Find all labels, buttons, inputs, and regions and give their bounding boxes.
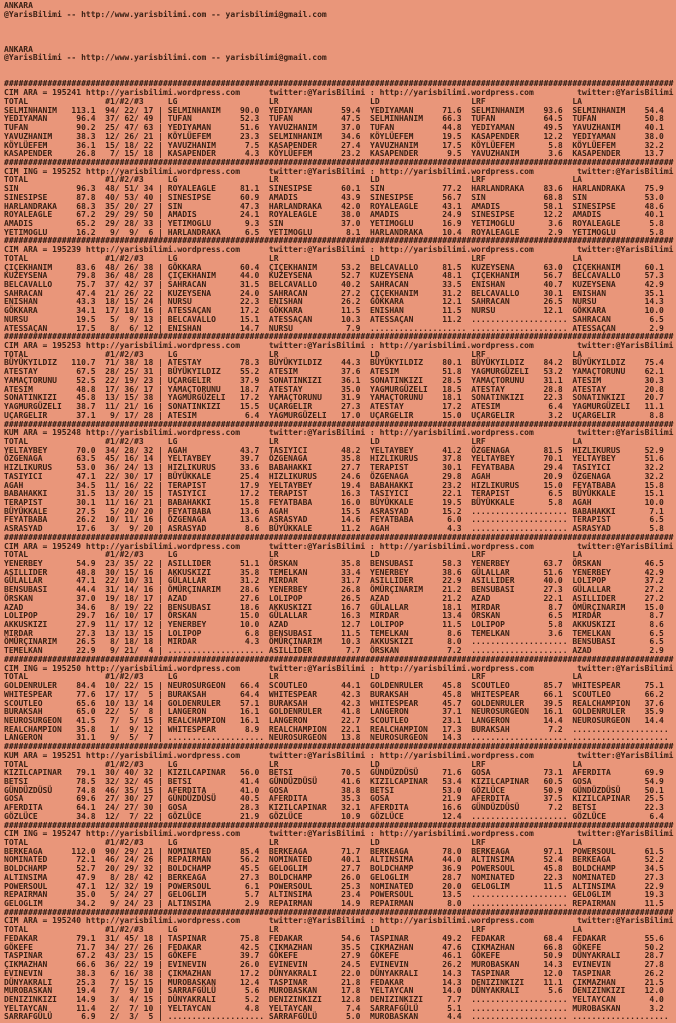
- page-location: ANKARA: [4, 44, 33, 54]
- stat-row: BELCAVALLO 75.7 37/ 42/ 37 | SAHRACAN 31.5 BELCAVALLO 40.2 SAHRACAN 33.5 ENISHAN 40.7 KUZEYSENA 42.9: [4, 280, 674, 289]
- block-separator: ###########################################################################################################################################: [4, 820, 674, 830]
- stat-row: AKKUSKIZI 27.9 11/ 17/ 12 | YENERBEY 10.0 AZAD 12.7 LOLIPOP 11.5 LOLIPOP 5.8 AKKUSKIZI 8.6: [4, 620, 674, 630]
- stat-row: BÜYÜKYILDIZ 110.7 71/ 38/ 18 | ATESTAY 78.3 BÜYÜKYILDIZ 44.3 BÜYÜKYILDIZ 80.1 BÜYÜKYILDIZ 84.2 BÜYÜKYILDIZ 75.4: [4, 358, 674, 368]
- stats-block: [4, 237, 676, 333]
- block-title-line: CIM ARA = 195253 http://yarisbilimi.wordpress.com twitter:@YarisBilimi : http://yarisbilimi.wordpress.com twitter:@YarisBilimi: [4, 341, 674, 351]
- stat-row: YAMAÇTORUNU 52.5 22/ 19/ 23 | UÇARGELIR 37.9 SONATINKIZI 36.1 SONATINKIZI 28.5 YAMAÇTORUNU 31.1 ATESIM 30.3: [4, 375, 674, 385]
- block-title-line: CIM ARA = 195249 http://yarisbilimi.wordpress.com twitter:@YarisBilimi : http://yarisbilimi.wordpress.com twitter:@YarisBilimi: [4, 541, 674, 551]
- stat-row: KASAPENDER 26.8 7/ 15/ 18 | KASAPENDER 4.3 KÖYLÜEFEM 23.2 KASAPENDER 9.5 YAVUZHANIM 3.6 KASAPENDER 13.7: [4, 149, 674, 159]
- stat-row: AMADIS 65.2 29/ 28/ 33 | YETIMOGLU 9.3 SIN 37.0 YETIMOGLU 16.9 YETIMOGLU 3.6 ROYALEAGLE 5.8: [4, 218, 674, 228]
- stat-row: AFERDITA 64.1 24/ 27/ 30 | GOSA 28.3 KIZILCAPINAR 32.1 AFERDITA 16.6 GÜNDÜZDÜSÜ 7.2 BETSI 22.3: [4, 803, 674, 813]
- stat-row: POWERSOUL 47.1 12/ 32/ 19 | POWERSOUL 6.1 POWERSOUL 25.3 NOMINATED 20.0 GELOGLIM 11.5 ALTINSIMA 22.9: [4, 881, 674, 891]
- stat-row: NOMINATED 72.1 46/ 24/ 26 | REPAIRMAN 56.2 NOMINATED 40.1 ALTINSIMA 44.0 ALTINSIMA 52.4 BERKEAGA 52.2: [4, 855, 674, 865]
- spacer: [4, 28, 676, 37]
- spacer: [4, 63, 676, 72]
- stat-row: REALCHAMPION 35.8 1/ 9/ 12 | WHITESPEAR 8.9 REALCHAMPION 22.1 REALCHAMPION 17.3 BURAKSAH 7.2 ....................: [4, 724, 674, 734]
- block-separator: ###########################################################################################################################################: [4, 654, 674, 664]
- stats-block: [4, 333, 676, 420]
- page-credit: @YarisBilimi -- http://www.yarisbilimi.com -- yarisbilimi@gmail.com: [4, 9, 327, 19]
- block-separator: ###########################################################################################################################################: [4, 79, 674, 89]
- stat-row: ALTINSIMA 47.9 8/ 28/ 42 | BERKEAGA 27.3 BOLDCHAMP 26.0 GELOGLIM 28.7 NOMINATED 22.3 NOMINATED 27.3: [4, 872, 674, 882]
- stat-row: AGAH 34.5 11/ 16/ 22 | TERAPIST 17.9 YELTAYBEY 19.4 BABAHAKKI 23.2 HIZLIKURUS 15.0 FEYATBABA 15.8: [4, 480, 674, 490]
- spacer: [4, 37, 676, 46]
- stat-row: TUFAN 90.2 25/ 47/ 63 | YEDIYAMAN 51.6 YAVUZHANIM 37.0 TUFAN 44.8 YEDIYAMAN 49.5 YAVUZHANIM 40.1: [4, 123, 674, 133]
- stat-row: TASPINAR 67.2 43/ 23/ 15 | GÖKEFE 39.7 GÖKEFE 27.9 GÖKEFE 46.1 GÖKEFE 50.9 DÜNYAKRALI 28.7: [4, 951, 674, 961]
- stat-row: YAGMURGÜZELI 38.7 11/ 21/ 16 | SONATINKIZI 15.5 UÇARGELIR 27.3 ATESTAY 17.2 ATESIM 6.4 YAGMURGÜZELI 11.1: [4, 402, 674, 412]
- stat-row: YELTAYCAN 11.4 2/ 7/ 10 | YELTAYCAN 4.8 YELTAYCAN 7.4 SARRAFGÜLÜ 5.1 .................... MUROBASKAN 3.2: [4, 1003, 674, 1013]
- stats-block: [4, 421, 676, 534]
- column-header-row: TOTAL #1/#2/#3 LG LR LD LRF LA: [4, 349, 582, 359]
- stat-row: ATESIM 48.8 17/ 36/ 17 | YAMAÇTORUNU 18.7 ATESTAY 35.0 YAGMURGÜZELI 18.5 ATESTAY 28.8 ATESTAY 20.8: [4, 384, 674, 394]
- block-separator: ###########################################################################################################################################: [4, 742, 674, 752]
- stats-block: [4, 909, 676, 1022]
- block-separator: ###########################################################################################################################################: [4, 419, 674, 429]
- block-title-line: CIM ARA = 195241 http://yarisbilimi.wordpress.com twitter:@YarisBilimi : http://yarisbilimi.wordpress.com twitter:@YarisBilimi: [4, 88, 674, 98]
- column-header-row: TOTAL #1/#2/#3 LG LR LD LRF LA: [4, 175, 582, 185]
- block-separator: ###########################################################################################################################################: [4, 332, 674, 342]
- column-header-row: TOTAL #1/#2/#3 LG LR LD LRF LA: [4, 550, 582, 560]
- stat-row: NEUROSURGEON 41.5 7/ 5/ 15 | REALCHAMPION 16.1 LANGERON 22.7 SCOUTLEO 23.1 LANGERON 14.4 NEUROSURGEON 14.4: [4, 715, 674, 725]
- stat-row: HIZLIKURUS 53.0 36/ 24/ 13 | HIZLIKURUS 33.6 BABAHAKKI 27.7 TERAPIST 30.1 FEYATBABA 29.4 TASIYICI 32.2: [4, 463, 674, 473]
- stat-row: YEDIYAMAN 96.4 37/ 62/ 49 | TUFAN 52.3 TUFAN 47.5 SELMINHANIM 66.3 TUFAN 64.5 TUFAN 50.8: [4, 114, 674, 124]
- stat-row: ENISHAN 43.3 18/ 15/ 24 | NURSU 22.3 ENISHAN 26.2 GÖKKARA 12.1 SAHRACAN 26.5 NURSU 14.3: [4, 297, 674, 307]
- stat-row: ROYALEAGLE 67.2 29/ 29/ 50 | AMADIS 24.1 ROYALEAGLE 38.0 AMADIS 24.9 SINESIPSE 12.2 AMADIS 40.1: [4, 210, 674, 220]
- stat-row: BURAKSAH 65.0 22/ 5/ 8 | LANGERON 16.1 GOLDENRULER 41.8 LANGERON 37.1 NEUROSURGEON 16.1 GOLDENRULER 35.9: [4, 707, 674, 717]
- block-title-line: CIM ING = 195252 http://yarisbilimi.wordpress.com twitter:@YarisBilimi : http://yarisbilimi.wordpress.com twitter:@YarisBilimi: [4, 166, 674, 176]
- stat-row: WHITESPEAR 77.6 17/ 17/ 5 | BURAKSAH 64.4 WHITESPEAR 42.3 BURAKSAH 45.8 WHITESPEAR 66.1 SCOUTLEO 66.2: [4, 689, 674, 699]
- stat-row: TASIYICI 47.1 22/ 30/ 17 | BÜYÜKKALE 25.4 HIZLIKURUS 24.6 ÖZGENAGA 29.8 AGAH 20.9 ÖZGENAGA 32.2: [4, 471, 674, 481]
- stat-row: LOLIPOP 29.7 16/ 10/ 17 | ÖRSKAN 15.0 GÜLALLAR 16.3 MIRDAR 13.4 ÖRSKAN 6.5 MIRDAR 8.7: [4, 611, 674, 621]
- stat-row: AZAD 34.6 8/ 19/ 22 | BENSUBASI 18.6 AKKUSKIZI 16.7 GÜLALLAR 18.1 MIRDAR 8.7 ÖMÜRÇINARIM 15.0: [4, 602, 674, 612]
- stat-row: BENSUBASI 44.4 31/ 14/ 16 | ÖMÜRÇINARIM 28.6 YENERBEY 26.8 ÖMÜRÇINARIM 21.2 BENSUBASI 27.3 GÜLALLAR 27.2: [4, 585, 674, 595]
- stats-block: [4, 822, 676, 909]
- stat-row: GÜLALLAR 47.1 22/ 10/ 31 | GÜLALLAR 31.2 MIRDAR 31.7 ASILLIDER 22.9 ASILLIDER 40.0 LOLIPOP 37.2: [4, 576, 674, 586]
- stat-row: SARRAFGÜLÜ 6.9 2/ 3/ 5 | .................... SARRAFGÜLÜ 5.0 MUROBASKAN 4.4 .................... ....................: [4, 1012, 674, 1022]
- stat-row: ATESTAY 67.5 28/ 25/ 31 | BÜYÜKYILDIZ 55.2 ATESIM 37.6 ATESIM 51.8 YAGMURGÜZELI 53.2 YAMAÇTORUNU 62.1: [4, 367, 674, 377]
- stat-row: TEMELKAN 22.9 9/ 21/ 4 | .................... ASILLIDER 7.7 ÖRSKAN 7.2 .................... AZAD 2.9: [4, 646, 674, 656]
- block-separator: ###########################################################################################################################################: [4, 532, 674, 542]
- block-separator: ###########################################################################################################################################: [4, 236, 674, 246]
- stat-row: HARLANDRAKA 68.3 35/ 20/ 27 | SIN 47.3 HARLANDRAKA 42.0 ROYALEAGLE 43.1 AMADIS 58.1 SINESIPSE 48.6: [4, 201, 674, 211]
- stat-row: BABAHAKKI 31.5 13/ 20/ 15 | TASIYICI 17.2 TERAPIST 16.3 TASIYICI 22.1 TERAPIST 6.5 BÜYÜKKALE 15.1: [4, 489, 674, 499]
- stat-row: KIZILCAPINAR 79.1 30/ 40/ 32 | KIZILCAPINAR 56.0 BETSI 70.5 GÜNDÜZDÜSÜ 71.6 GOSA 73.1 AFERDITA 69.9: [4, 768, 674, 778]
- stat-row: GELOGLIM 34.2 9/ 24/ 23 | ALTINSIMA 2.9 REPAIRMAN 14.9 REPAIRMAN 8.0 .................... REPAIRMAN 11.5: [4, 899, 674, 909]
- column-header-row: TOTAL #1/#2/#3 LG LR LD LRF LA: [4, 672, 582, 682]
- stat-row: ATESSAÇAN 17.5 8/ 6/ 12 | ENISHAN 14.7 NURSU 7.9 .................... .................... ATESSAÇAN 2.9: [4, 323, 674, 333]
- stat-row: TERAPIST 30.1 11/ 16/ 21 | BABAHAKKI 15.8 FEYATBABA 16.0 BÜYÜKKALE 19.5 BÜYÜKKALE 5.8 AGAH 10.0: [4, 497, 674, 507]
- stat-row: ÇIÇEKHANIM 83.6 48/ 26/ 38 | GÖKKARA 60.4 ÇIÇEKHANIM 53.2 BELCAVALLO 81.5 KUZEYSENA 63.0 ÇIÇEKHANIM 60.1: [4, 262, 674, 272]
- stat-row: YAVUZHANIM 38.3 12/ 26/ 21 | KÖYLÜEFEM 23.3 SELMINHANIM 34.6 KÖYLÜEFEM 19.5 KASAPENDER 12.2 YEDIYAMAN 38.0: [4, 131, 674, 141]
- column-header-row: TOTAL #1/#2/#3 LG LR LD LRF LA: [4, 925, 582, 935]
- stat-row: GÖZLÜCE 34.8 12/ 7/ 22 | GÖZLÜCE 21.9 GÖZLÜCE 10.9 GÖZLÜCE 12.4 .................... GÖZLÜCE 6.4: [4, 811, 674, 821]
- stat-row: ASILLIDER 48.8 30/ 15/ 16 | AKKUSKIZI 35.8 TEMELKAN 33.4 YENERBEY 38.6 GÜLALLAR 51.6 YENERBEY 42.9: [4, 567, 674, 577]
- stat-row: GÖKKARA 34.1 17/ 18/ 16 | ATESSAÇAN 17.2 GÖKKARA 11.5 ENISHAN 11.5 NURSU 12.1 GÖKKARA 10.0: [4, 306, 674, 316]
- stat-row: BERKEAGA 112.0 90/ 29/ 21 | NOMINATED 85.4 BERKEAGA 71.7 BERKEAGA 78.0 BERKEAGA 97.1 POWERSOUL 61.5: [4, 846, 674, 856]
- stat-row: YENERBEY 54.9 23/ 35/ 22 | ASILLIDER 51.1 ÖRSKAN 35.8 BENSUBASI 58.3 YENERBEY 63.7 ÖRSKAN 46.5: [4, 559, 674, 568]
- stat-row: SONATINKIZI 45.8 13/ 15/ 38 | YAGMURGÜZELI 17.2 YAMAÇTORUNU 31.9 YAMAÇTORUNU 18.1 SONATINKIZI 22.3 SONATINKIZI 20.7: [4, 393, 674, 403]
- block-title-line: CIM ARA = 195240 http://yarisbilimi.wordpress.com twitter:@YarisBilimi : http://yarisbilimi.wordpress.com twitter:@YarisBilimi: [4, 916, 674, 926]
- stat-row: SCOUTLEO 65.6 10/ 13/ 14 | GOLDENRULER 57.1 BURAKSAH 42.3 WHITESPEAR 45.7 GOLDENRULER 39.5 REALCHAMPION 37.6: [4, 698, 674, 708]
- stats-block: [4, 656, 676, 743]
- stat-row: GOLDENRULER 84.4 10/ 22/ 15 | NEUROSURGEON 66.4 SCOUTLEO 44.1 GOLDENRULER 45.8 SCOUTLEO 85.7 WHITESPEAR 75.1: [4, 681, 674, 691]
- stat-row: GÖKEFE 71.7 34/ 27/ 26 | FEDAKAR 42.5 ÇIKMAZHAN 35.5 ÇIKMAZHAN 47.6 ÇIKMAZHAN 66.8 GÖKEFE 50.2: [4, 942, 674, 952]
- block-title-line: CIM ING = 195250 http://yarisbilimi.wordpress.com twitter:@YarisBilimi : http://yarisbilimi.wordpress.com twitter:@YarisBilimi: [4, 663, 674, 673]
- stat-row: BETSI 78.5 32/ 32/ 45 | BETSI 41.4 GÜNDÜZDÜSÜ 41.6 KIZILCAPINAR 53.4 KIZILCAPINAR 60.5 GOSA 54.9: [4, 776, 674, 786]
- stat-row: REPAIRMAN 35.0 5/ 24/ 27 | GELOGLIM 5.7 ALTINSIMA 23.4 POWERSOUL 13.5 .................... GELOGLIM 19.3: [4, 890, 674, 900]
- stat-row: GOSA 69.6 27/ 30/ 27 | GÜNDÜZDÜSÜ 40.5 AFERDITA 35.3 GOSA 21.9 AFERDITA 37.5 KIZILCAPINAR 25.5: [4, 794, 674, 804]
- stat-row: SAHRACAN 47.4 21/ 26/ 22 | KUZEYSENA 24.0 SAHRACAN 27.2 ÇIÇEKHANIM 31.2 BELCAVALLO 30.1 ENISHAN 35.1: [4, 288, 674, 298]
- column-header-row: TOTAL #1/#2/#3 LG LR LD LRF LA: [4, 436, 582, 446]
- stat-row: DÜNYAKRALI 25.3 7/ 15/ 15 | MUROBASKAN 12.4 TASPINAR 21.8 FEDAKAR 14.3 DENIZINKIZI 11.1 ÇIKMAZHAN 21.5: [4, 977, 674, 987]
- stat-row: GÜNDÜZDÜSÜ 74.8 46/ 35/ 15 | AFERDITA 41.0 GOSA 38.8 BETSI 53.0 GÖZLÜCE 50.9 GÜNDÜZDÜSÜ 50.1: [4, 785, 674, 795]
- stats-blocks-container: [4, 80, 676, 1022]
- stat-row: BÜYÜKKALE 27.5 5/ 20/ 20 | FEYATBABA 13.6 AGAH 15.5 ASRASYAD 15.2 .................... BABAHAKKI 7.1: [4, 506, 674, 516]
- column-header-row: TOTAL #1/#2/#3 LG LR LD LRF LA: [4, 759, 582, 769]
- stat-row: KUZEYSENA 79.8 36/ 48/ 28 | ÇIÇEKHANIM 44.0 KUZEYSENA 52.7 KUZEYSENA 48.1 ÇIÇEKHANIM 56.7 BELCAVALLO 57.3: [4, 271, 674, 281]
- stat-row: ASRASYAD 17.6 3/ 9/ 20 | ASRASYAD 8.6 BÜYÜKKALE 11.2 AGAH 4.3 .................... ASRASYAD 5.8: [4, 524, 674, 534]
- stat-row: SIN 96.3 48/ 51/ 34 | ROYALEAGLE 81.1 SINESIPSE 60.1 SIN 77.2 HARLANDRAKA 83.6 HARLANDRAKA 75.9: [4, 184, 674, 194]
- stat-row: MUROBASKAN 19.4 7/ 9/ 10 | SARRAFGÜLÜ 5.6 MUROBASKAN 17.8 YELTAYCAN 14.0 DÜNYAKRALI 5.6 DENIZINKIZI 12.0: [4, 986, 674, 996]
- stat-row: SINESIPSE 87.8 40/ 53/ 40 | SINESIPSE 60.9 AMADIS 43.9 SINESIPSE 56.7 SIN 68.8 SIN 53.0: [4, 192, 674, 202]
- stat-row: FEDAKAR 79.1 31/ 45/ 18 | TASPINAR 75.8 FEDAKAR 54.6 TASPINAR 49.2 FEDAKAR 68.4 FEDAKAR 55.6: [4, 933, 674, 943]
- block-separator: ###########################################################################################################################################: [4, 157, 674, 167]
- column-header-row: TOTAL #1/#2/#3 LG LR LD LRF LA: [4, 96, 582, 106]
- stat-row: YELTAYBEY 70.0 34/ 28/ 32 | AGAH 43.7 TASIYICI 48.2 YELTAYBEY 41.2 ÖZGENAGA 81.5 HIZLIKURUS 52.9: [4, 445, 674, 455]
- stats-block: [4, 80, 676, 158]
- page-location: ANKARA: [4, 1, 33, 10]
- block-title-line: KUM ARA = 195251 http://yarisbilimi.wordpress.com twitter:@YarisBilimi : http://yarisbilimi.wordpress.com twitter:@YarisBilimi: [4, 750, 674, 760]
- spacer: [4, 19, 676, 28]
- block-separator: ###########################################################################################################################################: [4, 907, 674, 917]
- stat-row: EVINEVIN 38.3 6/ 16/ 38 | ÇIKMAZHAN 17.2 DÜNYAKRALI 22.0 DÜNYAKRALI 14.3 TASPINAR 12.0 TASPINAR 26.2: [4, 968, 674, 978]
- stat-row: LANGERON 31.1 9/ 5/ 7 | .................... NEUROSURGEON 13.8 NEUROSURGEON 14.3 .................... ....................: [4, 733, 674, 743]
- stat-row: BOLDCHAMP 52.7 20/ 29/ 32 | BOLDCHAMP 45.5 GELOGLIM 27.7 BOLDCHAMP 36.9 POWERSOUL 45.8 BOLDCHAMP 34.5: [4, 864, 674, 874]
- block-title-line: CIM ARA = 195239 http://yarisbilimi.wordpress.com twitter:@YarisBilimi : http://yarisbilimi.wordpress.com twitter:@YarisBilimi: [4, 245, 674, 255]
- stat-row: SELMINHANIM 113.1 94/ 22/ 17 | SELMINHANIM 90.0 YEDIYAMAN 59.4 YEDIYAMAN 71.6 SELMINHANIM 93.6 SELMINHANIM 54.4: [4, 105, 674, 115]
- column-header-row: TOTAL #1/#2/#3 LG LR LD LRF LA: [4, 253, 582, 263]
- stat-row: ÖMÜRÇINARIM 26.5 8/ 18/ 18 | MIRDAR 4.3 ÖMÜRÇINARIM 10.3 AKKUSKIZI 8.0 .................... BENSUBASI 6.5: [4, 637, 674, 647]
- stat-row: ÖRSKAN 37.0 19/ 18/ 17 | AZAD 27.6 LOLIPOP 26.5 AZAD 21.2 AZAD 22.1 ASILLIDER 27.2: [4, 593, 674, 603]
- stat-row: ÇIKMAZHAN 66.6 36/ 22/ 19 | EVINEVIN 26.0 EVINEVIN 24.5 EVINEVIN 26.2 MUROBASKAN 14.3 EVINEVIN 27.8: [4, 960, 674, 970]
- stat-row: DENIZINKIZI 14.9 3/ 4/ 15 | DÜNYAKRALI 5.2 DENIZINKIZI 12.8 DENIZINKIZI 7.7 .................... YELTAYCAN 4.0: [4, 994, 674, 1004]
- report-body: [4, 2, 676, 1022]
- stat-row: FEYATBABA 26.2 10/ 11/ 16 | ÖZGENAGA 13.6 ASRASYAD 14.6 FEYATBABA 6.0 .................... TERAPIST 6.5: [4, 515, 674, 525]
- stat-row: NURSU 19.5 5/ 9/ 13 | BELCAVALLO 15.1 ATESSAÇAN 10.3 ATESSAÇAN 11.2 .................... SAHRACAN 6.5: [4, 314, 674, 324]
- stat-row: KÖYLÜEFEM 36.1 15/ 18/ 22 | YAVUZHANIM 7.5 KASAPENDER 27.4 YAVUZHANIM 17.5 KÖYLÜEFEM 5.8 KÖYLÜEFEM 32.2: [4, 140, 674, 150]
- block-title-line: CIM ING = 195247 http://yarisbilimi.wordpress.com twitter:@YarisBilimi : http://yarisbilimi.wordpress.com twitter:@YarisBilimi: [4, 829, 674, 839]
- stat-row: UÇARGELIR 37.1 9/ 17/ 28 | ATESIM 6.4 YAGMURGÜZELI 17.0 UÇARGELIR 15.0 UÇARGELIR 3.2 UÇARGELIR 8.8: [4, 410, 674, 420]
- block-title-line: KUM ARA = 195248 http://yarisbilimi.wordpress.com twitter:@YarisBilimi : http://yarisbilimi.wordpress.com twitter:@YarisBilimi: [4, 428, 674, 438]
- stats-block: [4, 159, 676, 237]
- stat-row: ÖZGENAGA 63.5 45/ 16/ 14 | YELTAYBEY 39.7 ÖZGENAGA 35.8 HIZLIKURUS 37.8 YELTAYBEY 70.1 YELTAYBEY 51.6: [4, 454, 674, 464]
- column-header-row: TOTAL #1/#2/#3 LG LR LD LRF LA: [4, 838, 582, 847]
- stats-block: [4, 743, 676, 821]
- stats-block: [4, 534, 676, 656]
- stat-row: MIRDAR 27.3 13/ 13/ 15 | LOLIPOP 6.8 BENSUBASI 11.5 TEMELKAN 8.6 TEMELKAN 3.6 TEMELKAN 6.5: [4, 628, 674, 638]
- page-credit: @YarisBilimi -- http://www.yarisbilimi.com -- yarisbilimi@gmail.com: [4, 53, 327, 63]
- stat-row: YETIMOGLU 16.2 9/ 9/ 6 | HARLANDRAKA 6.5 YETIMOGLU 8.1 HARLANDRAKA 10.4 ROYALEAGLE 2.9 YETIMOGLU 5.8: [4, 227, 674, 237]
